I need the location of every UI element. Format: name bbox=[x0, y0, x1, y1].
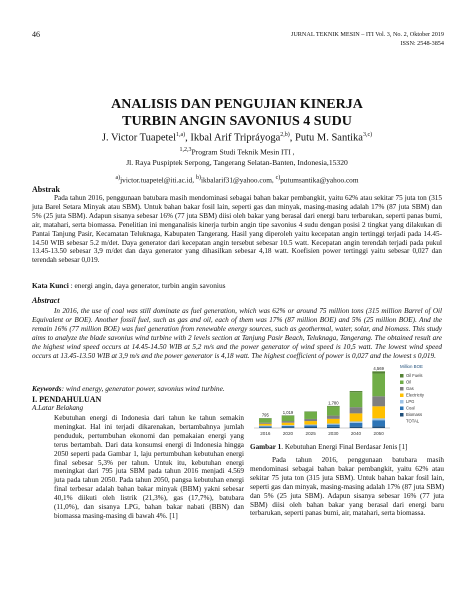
bar-segment-oil-2025 bbox=[304, 412, 317, 419]
bar-segment-gas-2016 bbox=[259, 423, 272, 424]
legend-swatch-coal bbox=[400, 407, 404, 411]
abstract-heading: Abstract bbox=[32, 296, 60, 305]
x-tick-label-2040: 2040 bbox=[350, 431, 362, 436]
bar-segment-coal-2030 bbox=[327, 425, 340, 427]
legend-label-electricity: Electricity bbox=[406, 392, 424, 398]
bar-segment-lpg-2050 bbox=[372, 418, 385, 420]
bar-segment-electricity-2030 bbox=[327, 419, 340, 424]
abstrak-text: Pada tahun 2016, penggunaan batubara masih mendominasi sebagai bahan bakar pembangkit, yaitu 62% atau sekitar 75 juta ton (315 juta Barel Setara Minyak atau SBM). Untuk bahan bakar fosil lain, seperti gas dan minyak, masing-masing adalah 17% (87 juta SBM) dan 5% (25 juta SBM). Adapun sisanya sebesar 16% (77 juta SBM) diisi oleh bakar yang berasal dari energi baru terbarukan, seperti panas bumi, air, matahari, serta biomassa. Penelitian ini menganalisis kinerja turbin angin tipe savonius 4 sudu dengan posisi 2 tingkat yang dilakukan di Pantai Tanjung Pasir, Kecamatan Teluknaga, Kabupaten Tangerang. Hasil yang diperoleh yaitu kecepatan angin tertinggi terjadi pada 14.45-14.50 WIB sebesar 5.2 m/det. Daya generator dari kecepatan angin tersebut sebesar 10.5 watt. Kecepatan angin terendah terjadi pada pukul 13.45-13.50 sebesar 3,9 m/det dan daya generator yang dihasilkan sebesar 4,18 watt. Koefisien power tertinggi yaitu sebesar 0,027 dan terendah sebesar 0,019. bbox=[32, 194, 442, 265]
author-3-sup: 3,c) bbox=[362, 132, 373, 138]
bar-segment-gas-2030 bbox=[327, 416, 340, 419]
energy-demand-chart bbox=[250, 360, 444, 440]
section-1-left bbox=[32, 395, 244, 521]
bar-segment-oil-fuels-2040 bbox=[350, 391, 363, 392]
bar-segment-coal-2050 bbox=[372, 420, 385, 426]
bar-segment-oil-2020 bbox=[282, 416, 295, 421]
author-2: , Ikbal Arif Tripráyoga bbox=[185, 132, 281, 144]
kata-kunci bbox=[32, 281, 442, 290]
figure-1-label: Gambar 1 bbox=[250, 443, 282, 451]
bar-segment-electricity-2020 bbox=[282, 423, 295, 425]
legend-label-oil: Oil bbox=[406, 379, 412, 385]
total-label-2020: 1,019 bbox=[282, 409, 294, 415]
abstract-text: In 2016, the use of coal was still dominate as fuel generation, which was 62% or around 75 million tons (315 million Barrel of Oil Equivalent or BOE). Another fossil fuel, such as gas and oil, each of them was 17% (87 million BOE) and 5% (25 million BOE). And the remain 16% (77 million BOE) was fuel generation from renewable energy sources, such as geothermal, water, solar, and biomass. This study aims to analyze the blade savonius wind turbine with 2 levels section at Tanjung Pasir Beach, Teluknaga, Tangerang. The obtained result are the highest wind speed occurs at 14.45-14.50 WIB at 5,2 m/s and the power generator of wind speed is 10,5 watt. The lowest wind speed occurs at 13.45-13.50 WIB at 3,9 m/s and the power generator is 4,18 watt. The highest coefficient of power is 0,027 and the lowest s 0,019. bbox=[32, 307, 442, 360]
bar-segment-biomass-2040 bbox=[350, 427, 363, 428]
section-1-heading: I. PENDAHULUAN bbox=[32, 395, 102, 404]
bar-segment-lpg-2025 bbox=[304, 425, 317, 426]
bar-segment-lpg-2016 bbox=[259, 426, 272, 427]
legend-swatch-biomass bbox=[400, 413, 404, 417]
kata-kunci-text: : energi angin, daya generator, turbin angin savonius bbox=[68, 281, 226, 290]
bar-segment-electricity-2025 bbox=[304, 421, 317, 424]
bar-segment-electricity-2016 bbox=[259, 424, 272, 426]
section-1-left-text: Kebutuhan energi di Indonesia dari tahun ke tahun semakin meningkat. Hal ini terjadi dikarenakan, bertambahnya jumlah penduduk, pertumbuhan ekonomi dan pemakaian energi yang terus bertambah. Dari data konsumsi energi di Indonesia hingga 2050 seperti pada Gambar 1, laju pertumbuhan kebutuhan energi final sebesar 5,3% per tahun. Untuk itu, kebutuhan energi meningkat dari 795 juta SBM pada tahun 2016 menjadi 4.569 juta pada tahun 2050. Pada tahun 2050, pangsa kebutuhan energi final terbesar adalah bahan bakar minyak (BBM) yakni sebesar 40,1% diikuti oleh listrik (21,3%), gas (17,7%), batubara (11,0%), dan sisanya LPG, bahan bakar nabati (BBN) dan biomassa masing-masing di bawah 4%. [1] bbox=[54, 414, 244, 520]
email-a[interactable]: jvictor.tuapetel@iti.ac.id, bbox=[120, 175, 196, 185]
email-c-sup: c) bbox=[275, 175, 281, 181]
legend-label-lpg: LPG bbox=[406, 399, 415, 405]
figure-1-caption bbox=[250, 443, 407, 451]
bar-segment-electricity-2040 bbox=[350, 413, 363, 421]
abstract-block bbox=[32, 296, 442, 360]
figure-1-chart bbox=[250, 360, 444, 440]
legend-label-coal: Coal bbox=[406, 405, 415, 411]
x-tick-label-2050: 2050 bbox=[373, 431, 384, 436]
legend-label-oil-fuels: Oil Fuels bbox=[406, 373, 423, 379]
legend-swatch-oil-fuels bbox=[400, 374, 404, 378]
bar-segment-coal-2040 bbox=[350, 423, 363, 427]
total-label-2050: 4,569 bbox=[373, 365, 384, 371]
issn: ISSN: 2548-3854 bbox=[400, 40, 444, 47]
author-1-sup: 1,a) bbox=[176, 132, 186, 138]
email-b[interactable]: ikbalarif31@yahoo.com, bbox=[200, 175, 276, 185]
bar-segment-electricity-2050 bbox=[372, 406, 385, 418]
email-c[interactable]: putumsantika@yahoo.com bbox=[280, 175, 359, 185]
legend-label-gas: Gas bbox=[406, 386, 414, 392]
bar-segment-oil-2050 bbox=[372, 374, 385, 397]
author-3: , Putu M. Santika bbox=[289, 132, 363, 144]
page-number: 46 bbox=[32, 30, 40, 39]
abstrak-block bbox=[32, 185, 442, 265]
paper-title bbox=[0, 96, 474, 130]
affil-line-1: Program Studi Teknik Mesin ITI , bbox=[191, 147, 295, 157]
bar-segment-oil-fuels-2030 bbox=[327, 406, 340, 407]
total-label-2030: 1,780 bbox=[328, 400, 339, 406]
title-line-1: ANALISIS DAN PENGUJIAN KINERJA bbox=[111, 97, 363, 112]
legend-swatch-electricity bbox=[400, 394, 404, 398]
bar-segment-lpg-2030 bbox=[327, 424, 340, 425]
bar-segment-oil-2016 bbox=[259, 419, 272, 423]
bar-segment-biomass-2016 bbox=[259, 427, 272, 428]
x-tick-label-2025: 2025 bbox=[305, 431, 316, 436]
legend-title: Million BOE bbox=[400, 364, 423, 369]
legend-swatch-oil bbox=[400, 381, 404, 385]
bar-segment-oil-fuels-2050 bbox=[372, 371, 385, 373]
keywords-text: : wind energy, generator power, savonius wind turbine. bbox=[61, 384, 225, 393]
keywords-label: Keywords bbox=[32, 384, 62, 393]
total-label-2016: 795 bbox=[261, 412, 269, 418]
authors bbox=[0, 132, 474, 144]
x-tick-label-2016: 2016 bbox=[260, 431, 271, 436]
affil-line-2: Jl. Raya Puspiptek Serpong, Tangerang Selatan-Banten, Indonesia,15320 bbox=[126, 158, 348, 168]
email-a-sup: a) bbox=[115, 175, 121, 181]
affil-sup: 1,2,3 bbox=[179, 147, 192, 153]
x-tick-label-2020: 2020 bbox=[282, 431, 294, 436]
author-2-sup: 2,b) bbox=[280, 132, 290, 138]
bar-segment-oil-2030 bbox=[327, 407, 340, 416]
legend-label-total: TOTAL bbox=[406, 418, 420, 424]
bar-segment-biomass-2025 bbox=[304, 427, 317, 428]
emails bbox=[0, 175, 474, 184]
legend-label-biomass: Biomass bbox=[406, 412, 423, 418]
affiliation bbox=[0, 145, 474, 169]
bar-segment-oil-2040 bbox=[350, 392, 363, 407]
author-1: J. Victor Tuapetel bbox=[101, 132, 176, 144]
bar-segment-biomass-2020 bbox=[282, 427, 295, 428]
section-1-right-text: Pada tahun 2016, penggunaan batubara masih mendominasi sebagai bahan bakar pembangkit, yaitu 62% atau sekitar 75 juta ton (315 juta SBM). Untuk bahan bakar fosil lain, seperti gas dan minyak, masing-masing adalah 17% (87 juta SBM) dan 5% (25 juta SBM). Adapun sisanya sebesar 16% (77 juta SBM) diisi oleh bahan bakar yang berasal dari energi baru terbarukan, seperti panas bumi, air, matahari, serta biomassa. bbox=[250, 456, 444, 518]
journal-header bbox=[291, 30, 444, 48]
journal-line: JURNAL TEKNIK MESIN – ITI Vol. 3, No. 2, Oktober 2019 bbox=[290, 31, 444, 38]
bar-segment-gas-2040 bbox=[350, 407, 363, 413]
kata-kunci-label: Kata Kunci bbox=[32, 281, 69, 290]
bar-segment-gas-2050 bbox=[372, 396, 385, 406]
email-b-sup: b) bbox=[195, 175, 201, 181]
abstrak-heading: Abstrak bbox=[32, 185, 61, 194]
bar-segment-lpg-2040 bbox=[350, 421, 363, 422]
bar-segment-biomass-2050 bbox=[372, 426, 385, 428]
x-tick-label-2030: 2030 bbox=[328, 431, 339, 436]
bar-segment-gas-2025 bbox=[304, 419, 317, 421]
legend-swatch-gas bbox=[400, 387, 404, 391]
bar-segment-coal-2016 bbox=[259, 426, 272, 427]
bar-segment-gas-2020 bbox=[282, 421, 295, 423]
bar-segment-biomass-2030 bbox=[327, 427, 340, 428]
section-1-subheading: A.Latar Belakang bbox=[32, 404, 84, 412]
bar-segment-coal-2020 bbox=[282, 426, 295, 427]
legend-swatch-lpg bbox=[400, 400, 404, 404]
bar-segment-lpg-2020 bbox=[282, 425, 295, 426]
title-line-2: TURBIN ANGIN SAVONIUS 4 SUDU bbox=[122, 114, 352, 129]
figure-1-caption-text: . Kebutuhan Energi Final Berdasar Jenis [1] bbox=[281, 443, 408, 451]
bar-segment-coal-2025 bbox=[304, 425, 317, 427]
